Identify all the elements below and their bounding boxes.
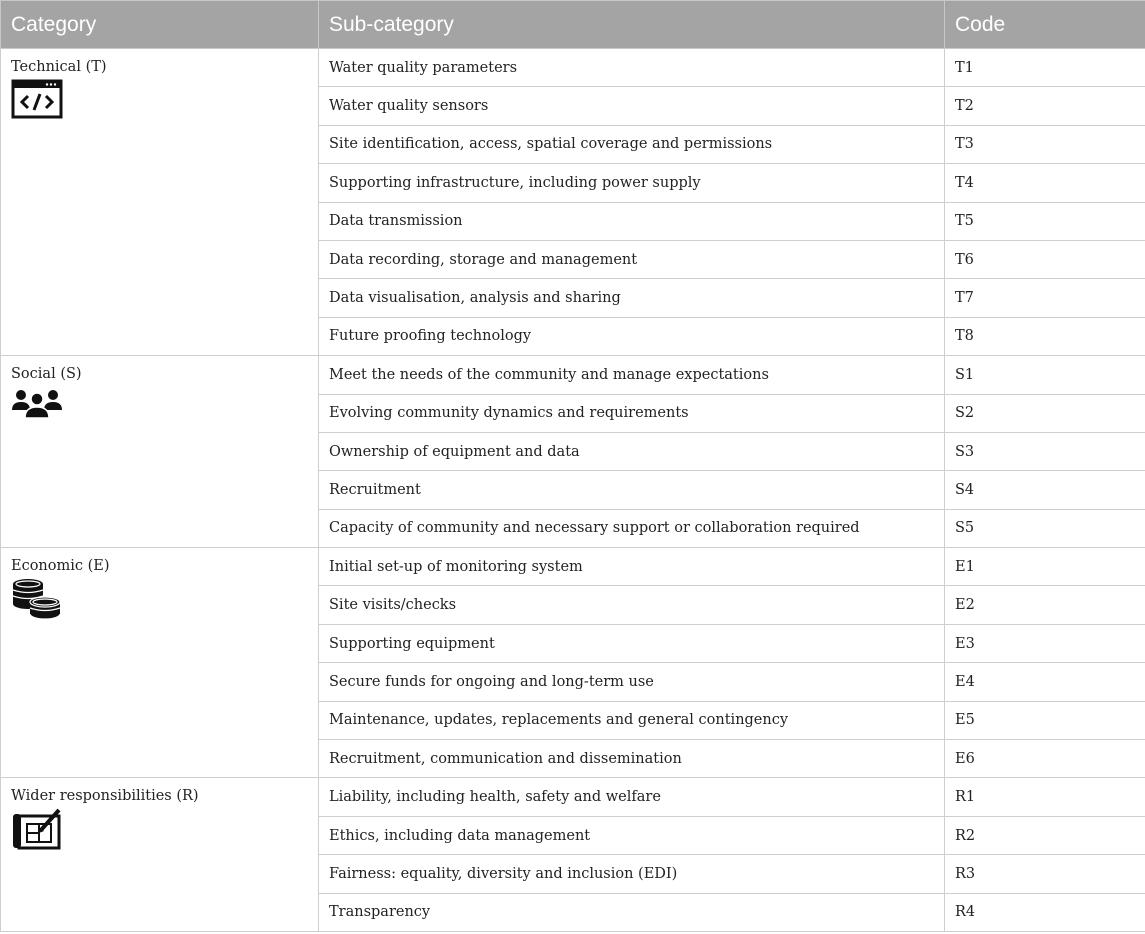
- coin-stacks-icon: [11, 578, 63, 620]
- subcategory-cell: Secure funds for ongoing and long-term use: [319, 663, 945, 701]
- table-row: [1, 548, 1145, 586]
- category-cell: [1, 548, 319, 778]
- table-row: [1, 49, 1145, 87]
- subcategory-cell: Data transmission: [319, 202, 945, 240]
- code-cell: R1: [945, 778, 1145, 816]
- code-window-icon: [11, 79, 63, 121]
- subcategory-cell: Water quality sensors: [319, 87, 945, 125]
- code-cell: T2: [945, 87, 1145, 125]
- category-cell: [1, 356, 319, 548]
- subcategory-cell: Capacity of community and necessary support or collaboration required: [319, 509, 945, 547]
- code-cell: E4: [945, 663, 1145, 701]
- subcategory-cell: Ownership of equipment and data: [319, 432, 945, 470]
- code-cell: S5: [945, 509, 1145, 547]
- code-cell: T6: [945, 240, 1145, 278]
- header-code: Code: [945, 1, 1145, 49]
- category-label: Social (S): [11, 366, 82, 383]
- subcategory-cell: Data visualisation, analysis and sharing: [319, 279, 945, 317]
- table-row: [1, 356, 1145, 394]
- code-cell: T4: [945, 164, 1145, 202]
- blueprint-plan-icon: [11, 808, 63, 850]
- subcategory-cell: Evolving community dynamics and requirements: [319, 394, 945, 432]
- category-label: Wider responsibilities (R): [11, 788, 199, 805]
- category-label: Technical (T): [11, 59, 107, 75]
- category-label: Economic (E): [11, 558, 110, 575]
- code-cell: S4: [945, 471, 1145, 509]
- code-cell: R2: [945, 816, 1145, 854]
- subcategory-cell: Supporting equipment: [319, 624, 945, 662]
- code-cell: E5: [945, 701, 1145, 739]
- table-row: [1, 778, 1145, 816]
- subcategory-cell: Meet the needs of the community and manage expectations: [319, 356, 945, 394]
- subcategory-cell: Recruitment, communication and dissemination: [319, 740, 945, 778]
- subcategory-cell: Data recording, storage and management: [319, 240, 945, 278]
- category-cell: [1, 49, 319, 356]
- subcategory-cell: Fairness: equality, diversity and inclusion (EDI): [319, 855, 945, 893]
- code-cell: T1: [945, 49, 1145, 87]
- code-cell: E2: [945, 586, 1145, 624]
- subcategory-cell: Water quality parameters: [319, 49, 945, 87]
- subcategory-cell: Transparency: [319, 893, 945, 931]
- code-cell: T5: [945, 202, 1145, 240]
- subcategory-cell: Supporting infrastructure, including power supply: [319, 164, 945, 202]
- code-cell: S1: [945, 356, 1145, 394]
- code-cell: T7: [945, 279, 1145, 317]
- people-group-icon: [11, 386, 63, 428]
- code-cell: R4: [945, 893, 1145, 931]
- code-cell: T8: [945, 317, 1145, 355]
- code-cell: R3: [945, 855, 1145, 893]
- code-cell: E6: [945, 740, 1145, 778]
- code-cell: S3: [945, 432, 1145, 470]
- header-row: [1, 1, 1145, 49]
- subcategory-cell: Ethics, including data management: [319, 816, 945, 854]
- header-category: Category: [1, 1, 319, 49]
- subcategory-cell: Initial set-up of monitoring system: [319, 548, 945, 586]
- code-cell: S2: [945, 394, 1145, 432]
- subcategory-cell: Maintenance, updates, replacements and general contingency: [319, 701, 945, 739]
- header-subcategory: Sub-category: [319, 1, 945, 49]
- code-cell: E1: [945, 548, 1145, 586]
- code-cell: T3: [945, 125, 1145, 163]
- subcategory-cell: Recruitment: [319, 471, 945, 509]
- code-cell: E3: [945, 624, 1145, 662]
- subcategory-cell: Liability, including health, safety and welfare: [319, 778, 945, 816]
- category-cell: [1, 778, 319, 932]
- subcategory-cell: Future proofing technology: [319, 317, 945, 355]
- subcategory-cell: Site identification, access, spatial coverage and permissions: [319, 125, 945, 163]
- subcategory-cell: Site visits/checks: [319, 586, 945, 624]
